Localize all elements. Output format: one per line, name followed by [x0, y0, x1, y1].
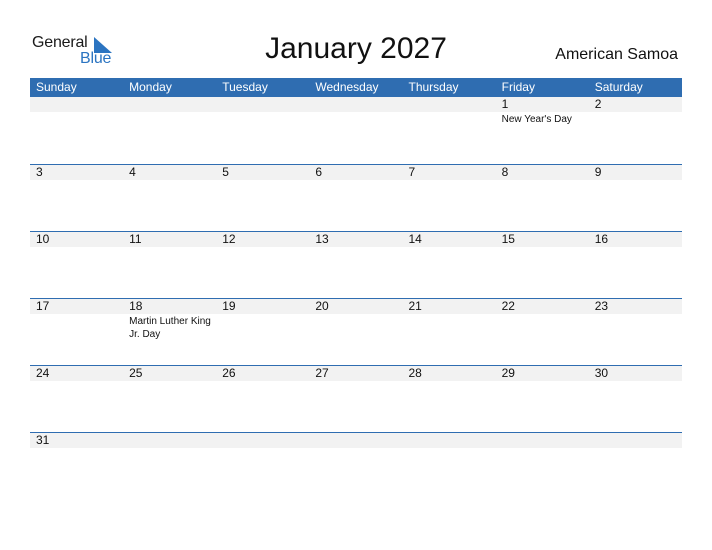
day-cell: [123, 165, 216, 231]
day-cell: [403, 299, 496, 365]
day-number: 6: [315, 165, 323, 179]
day-number: [129, 97, 216, 112]
day-number: 4: [129, 165, 136, 179]
day-cell: [589, 366, 682, 432]
day-cell: [30, 165, 123, 231]
day-number: 3: [36, 165, 43, 179]
day-cell: [309, 299, 402, 365]
day-cell: [30, 433, 123, 499]
day-cell: [496, 366, 589, 432]
day-cell: [30, 366, 123, 432]
day-number: 11: [129, 232, 142, 246]
day-number: 29: [501, 366, 515, 380]
day-cell: [30, 97, 123, 164]
week-row: [30, 365, 682, 432]
weeks-container: [30, 97, 682, 499]
day-number: [595, 433, 682, 448]
day-number: 10: [36, 232, 50, 246]
holiday-label: Martin Luther King Jr. Day: [129, 316, 211, 340]
brand-name-general: General: [32, 34, 88, 51]
day-number: [129, 433, 216, 448]
day-number: [222, 433, 309, 448]
day-number: 17: [36, 299, 50, 313]
weekday-label: Monday: [129, 80, 172, 94]
day-cell: [216, 433, 309, 499]
day-cell: [309, 97, 402, 164]
day-cell: [309, 433, 402, 499]
day-number: 31: [36, 433, 50, 447]
day-cell: [403, 232, 496, 298]
day-number: 5: [222, 165, 229, 179]
day-number: 12: [222, 232, 236, 246]
day-number: 2: [594, 97, 602, 111]
day-number: 1: [501, 97, 509, 111]
day-cell: [123, 433, 216, 499]
weekday-label: Wednesday: [315, 80, 379, 94]
day-number: 24: [36, 366, 50, 380]
day-cell: [403, 165, 496, 231]
day-number: [409, 433, 496, 448]
day-cell: [589, 232, 682, 298]
weekday-header: [30, 78, 682, 97]
day-cell: [30, 299, 123, 365]
day-cell: [216, 165, 309, 231]
day-number: [315, 97, 402, 112]
day-number: [36, 97, 123, 112]
day-cell: [496, 165, 589, 231]
day-cell: [309, 232, 402, 298]
week-row: [30, 231, 682, 298]
weekday-label: Friday: [501, 80, 535, 94]
week-row: [30, 432, 682, 499]
day-number: 23: [594, 299, 609, 313]
day-number: [409, 97, 496, 112]
weekday-label: Sunday: [36, 80, 77, 94]
day-cell: [123, 232, 216, 298]
day-cell: [589, 299, 682, 365]
day-cell: [589, 97, 682, 164]
day-cell: [589, 165, 682, 231]
week-row: [30, 97, 682, 164]
day-cell: [123, 366, 216, 432]
day-cell: [496, 97, 589, 164]
brand-name-blue: Blue: [80, 50, 112, 67]
region-label: American Samoa: [555, 46, 678, 63]
day-number: 28: [408, 366, 422, 380]
day-number: 20: [315, 299, 329, 313]
day-number: 19: [222, 299, 236, 313]
day-cell: [403, 433, 496, 499]
week-row: [30, 298, 682, 365]
day-cell: [309, 366, 402, 432]
day-number: 13: [315, 232, 329, 246]
day-number: 9: [594, 165, 602, 179]
day-number: 22: [501, 299, 515, 313]
day-cell: [30, 232, 123, 298]
holiday-label: New Year's Day: [501, 114, 572, 125]
day-number: 14: [408, 232, 422, 246]
day-number: 18: [129, 299, 143, 313]
calendar-grid: [30, 78, 682, 499]
day-cell: [496, 232, 589, 298]
day-number: [502, 433, 589, 448]
day-cell: [589, 433, 682, 499]
weekday-label: Saturday: [594, 80, 643, 94]
day-number: 26: [222, 366, 236, 380]
weekday-label: Tuesday: [222, 80, 268, 94]
week-row: [30, 164, 682, 231]
calendar-title: January 2027: [265, 32, 447, 65]
day-number: [315, 433, 402, 448]
weekday-label: Thursday: [408, 80, 459, 94]
day-cell: [216, 232, 309, 298]
day-number: 15: [501, 232, 515, 246]
day-cell: [123, 299, 216, 365]
day-cell: [496, 299, 589, 365]
day-number: 27: [315, 366, 329, 380]
day-cell: [123, 97, 216, 164]
day-cell: [403, 366, 496, 432]
day-number: 30: [594, 366, 609, 380]
day-number: 25: [129, 366, 143, 380]
day-number: [222, 97, 309, 112]
day-number: 21: [408, 299, 422, 313]
day-number: 7: [408, 165, 416, 179]
day-cell: [216, 366, 309, 432]
day-cell: [403, 97, 496, 164]
day-cell: [216, 97, 309, 164]
day-number: 16: [594, 232, 609, 246]
day-cell: [496, 433, 589, 499]
day-cell: [309, 165, 402, 231]
day-number: 8: [501, 165, 509, 179]
day-cell: [216, 299, 309, 365]
